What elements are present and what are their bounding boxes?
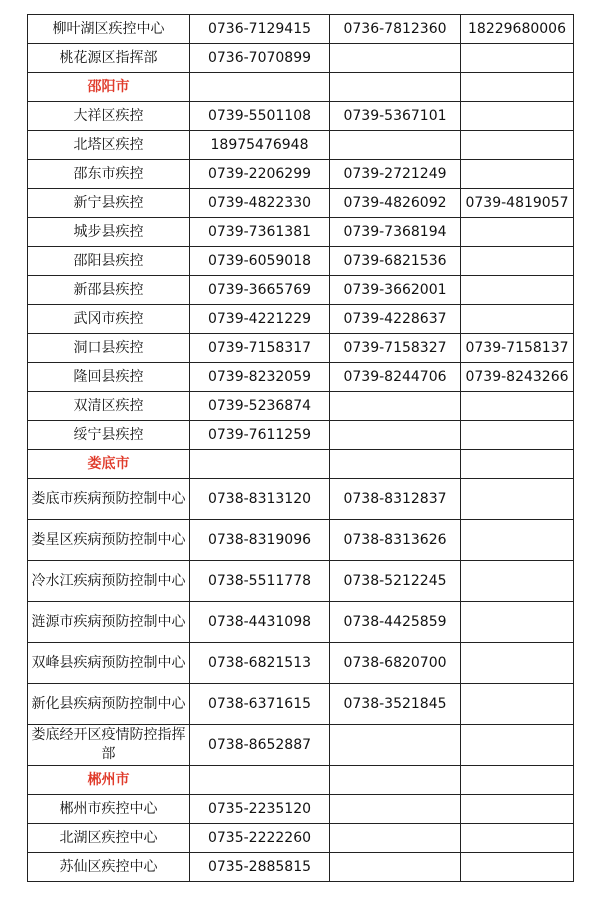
phone-cell-1: 0735-2222260 xyxy=(190,824,330,853)
table-body xyxy=(28,15,574,882)
city-name-cell: 郴州市 xyxy=(28,766,190,795)
organization-name-cell: 北塔区疾控 xyxy=(28,131,190,160)
organization-name-cell: 娄星区疾病预防控制中心 xyxy=(28,520,190,561)
phone-cell-2: 0739-6821536 xyxy=(330,247,461,276)
organization-name-cell: 绥宁县疾控 xyxy=(28,421,190,450)
phone-cell-1: 0735-2885815 xyxy=(190,853,330,882)
phone-cell-1: 0738-6821513 xyxy=(190,643,330,684)
phone-cell-3 xyxy=(461,102,574,131)
organization-name-cell: 邵东市疾控 xyxy=(28,160,190,189)
phone-cell-1: 0739-8232059 xyxy=(190,363,330,392)
organization-name-cell: 洞口县疾控 xyxy=(28,334,190,363)
phone-cell-3 xyxy=(461,218,574,247)
table-row xyxy=(28,276,574,305)
organization-name-cell: 隆回县疾控 xyxy=(28,363,190,392)
phone-cell-2 xyxy=(330,853,461,882)
section-header-row xyxy=(28,73,574,102)
phone-cell-1: 0738-5511778 xyxy=(190,561,330,602)
table-row xyxy=(28,102,574,131)
organization-name-cell: 大祥区疾控 xyxy=(28,102,190,131)
phone-cell-1: 0739-7611259 xyxy=(190,421,330,450)
phone-cell-3 xyxy=(461,305,574,334)
phone-cell-1 xyxy=(190,766,330,795)
phone-cell-1: 0736-7129415 xyxy=(190,15,330,44)
phone-cell-1: 0739-3665769 xyxy=(190,276,330,305)
phone-cell-3: 18229680006 xyxy=(461,15,574,44)
phone-cell-2: 0739-4826092 xyxy=(330,189,461,218)
phone-cell-2: 0739-8244706 xyxy=(330,363,461,392)
table-row xyxy=(28,218,574,247)
organization-name-cell: 娄底市疾病预防控制中心 xyxy=(28,479,190,520)
organization-name-cell: 郴州市疾控中心 xyxy=(28,795,190,824)
city-name-cell: 娄底市 xyxy=(28,450,190,479)
phone-cell-1 xyxy=(190,73,330,102)
phone-cell-3 xyxy=(461,450,574,479)
phone-cell-2 xyxy=(330,73,461,102)
table-row xyxy=(28,392,574,421)
phone-cell-2: 0738-8312837 xyxy=(330,479,461,520)
table-row xyxy=(28,520,574,561)
phone-cell-2 xyxy=(330,824,461,853)
phone-cell-2: 0738-8313626 xyxy=(330,520,461,561)
phone-cell-3 xyxy=(461,44,574,73)
phone-cell-3 xyxy=(461,824,574,853)
table-row xyxy=(28,561,574,602)
phone-cell-2 xyxy=(330,725,461,766)
organization-name-cell: 新化县疾病预防控制中心 xyxy=(28,684,190,725)
organization-name-cell: 双峰县疾病预防控制中心 xyxy=(28,643,190,684)
phone-cell-3 xyxy=(461,421,574,450)
phone-cell-1: 0739-4822330 xyxy=(190,189,330,218)
phone-cell-3 xyxy=(461,725,574,766)
table-row xyxy=(28,15,574,44)
phone-cell-1 xyxy=(190,450,330,479)
table-row xyxy=(28,363,574,392)
phone-cell-1: 0738-8652887 xyxy=(190,725,330,766)
phone-cell-3 xyxy=(461,131,574,160)
section-header-row xyxy=(28,450,574,479)
phone-cell-1: 0739-5501108 xyxy=(190,102,330,131)
phone-cell-2: 0738-4425859 xyxy=(330,602,461,643)
organization-name-cell: 邵阳县疾控 xyxy=(28,247,190,276)
phone-cell-3 xyxy=(461,643,574,684)
table-row xyxy=(28,725,574,766)
phone-cell-1: 0739-6059018 xyxy=(190,247,330,276)
phone-cell-3 xyxy=(461,392,574,421)
table-row xyxy=(28,824,574,853)
phone-cell-3: 0739-8243266 xyxy=(461,363,574,392)
organization-name-cell: 涟源市疾病预防控制中心 xyxy=(28,602,190,643)
phone-cell-2: 0736-7812360 xyxy=(330,15,461,44)
phone-cell-3 xyxy=(461,795,574,824)
phone-cell-1: 0739-5236874 xyxy=(190,392,330,421)
organization-name-cell: 武冈市疾控 xyxy=(28,305,190,334)
phone-cell-2: 0739-2721249 xyxy=(330,160,461,189)
phone-cell-1: 0735-2235120 xyxy=(190,795,330,824)
phone-cell-1: 0739-7361381 xyxy=(190,218,330,247)
phone-cell-2: 0739-7158327 xyxy=(330,334,461,363)
phone-cell-2 xyxy=(330,392,461,421)
phone-cell-3 xyxy=(461,160,574,189)
organization-name-cell: 冷水江疾病预防控制中心 xyxy=(28,561,190,602)
phone-cell-3 xyxy=(461,602,574,643)
organization-name-cell: 双清区疾控 xyxy=(28,392,190,421)
table-row xyxy=(28,684,574,725)
table-row xyxy=(28,44,574,73)
organization-name-cell: 新宁县疾控 xyxy=(28,189,190,218)
table-row xyxy=(28,160,574,189)
section-header-row xyxy=(28,766,574,795)
phone-cell-2: 0739-5367101 xyxy=(330,102,461,131)
phone-cell-3 xyxy=(461,684,574,725)
organization-name-cell: 柳叶湖区疾控中心 xyxy=(28,15,190,44)
phone-cell-3: 0739-4819057 xyxy=(461,189,574,218)
phone-cell-2 xyxy=(330,131,461,160)
phone-cell-1: 0738-8313120 xyxy=(190,479,330,520)
organization-name-cell: 城步县疾控 xyxy=(28,218,190,247)
phone-cell-3 xyxy=(461,247,574,276)
phone-cell-2 xyxy=(330,795,461,824)
phone-cell-2: 0739-3662001 xyxy=(330,276,461,305)
table-row xyxy=(28,421,574,450)
phone-cell-1: 0738-4431098 xyxy=(190,602,330,643)
organization-name-cell: 娄底经开区疫情防控指挥部 xyxy=(28,725,190,766)
phone-cell-2 xyxy=(330,450,461,479)
table-row xyxy=(28,334,574,363)
phone-cell-3 xyxy=(461,561,574,602)
table-row xyxy=(28,305,574,334)
phone-cell-2 xyxy=(330,44,461,73)
phone-cell-1: 0739-4221229 xyxy=(190,305,330,334)
organization-name-cell: 北湖区疾控中心 xyxy=(28,824,190,853)
cdc-contact-table xyxy=(27,14,574,882)
phone-cell-1: 0736-7070899 xyxy=(190,44,330,73)
table-row xyxy=(28,795,574,824)
table-row xyxy=(28,643,574,684)
phone-cell-2 xyxy=(330,766,461,795)
phone-cell-2: 0738-5212245 xyxy=(330,561,461,602)
phone-cell-2: 0739-7368194 xyxy=(330,218,461,247)
phone-cell-2: 0739-4228637 xyxy=(330,305,461,334)
phone-cell-3 xyxy=(461,853,574,882)
phone-cell-3 xyxy=(461,73,574,102)
phone-cell-2 xyxy=(330,421,461,450)
contact-table-wrapper xyxy=(27,14,574,882)
organization-name-cell: 苏仙区疾控中心 xyxy=(28,853,190,882)
phone-cell-1: 18975476948 xyxy=(190,131,330,160)
table-row xyxy=(28,131,574,160)
phone-cell-3 xyxy=(461,479,574,520)
phone-cell-1: 0739-7158317 xyxy=(190,334,330,363)
phone-cell-3: 0739-7158137 xyxy=(461,334,574,363)
phone-cell-2: 0738-6820700 xyxy=(330,643,461,684)
organization-name-cell: 新邵县疾控 xyxy=(28,276,190,305)
phone-cell-2: 0738-3521845 xyxy=(330,684,461,725)
phone-cell-1: 0739-2206299 xyxy=(190,160,330,189)
phone-cell-3 xyxy=(461,520,574,561)
phone-cell-1: 0738-6371615 xyxy=(190,684,330,725)
table-row xyxy=(28,247,574,276)
organization-name-cell: 桃花源区指挥部 xyxy=(28,44,190,73)
phone-cell-3 xyxy=(461,766,574,795)
city-name-cell: 邵阳市 xyxy=(28,73,190,102)
phone-cell-1: 0738-8319096 xyxy=(190,520,330,561)
table-row xyxy=(28,602,574,643)
table-row xyxy=(28,189,574,218)
table-row xyxy=(28,479,574,520)
table-row xyxy=(28,853,574,882)
phone-cell-3 xyxy=(461,276,574,305)
